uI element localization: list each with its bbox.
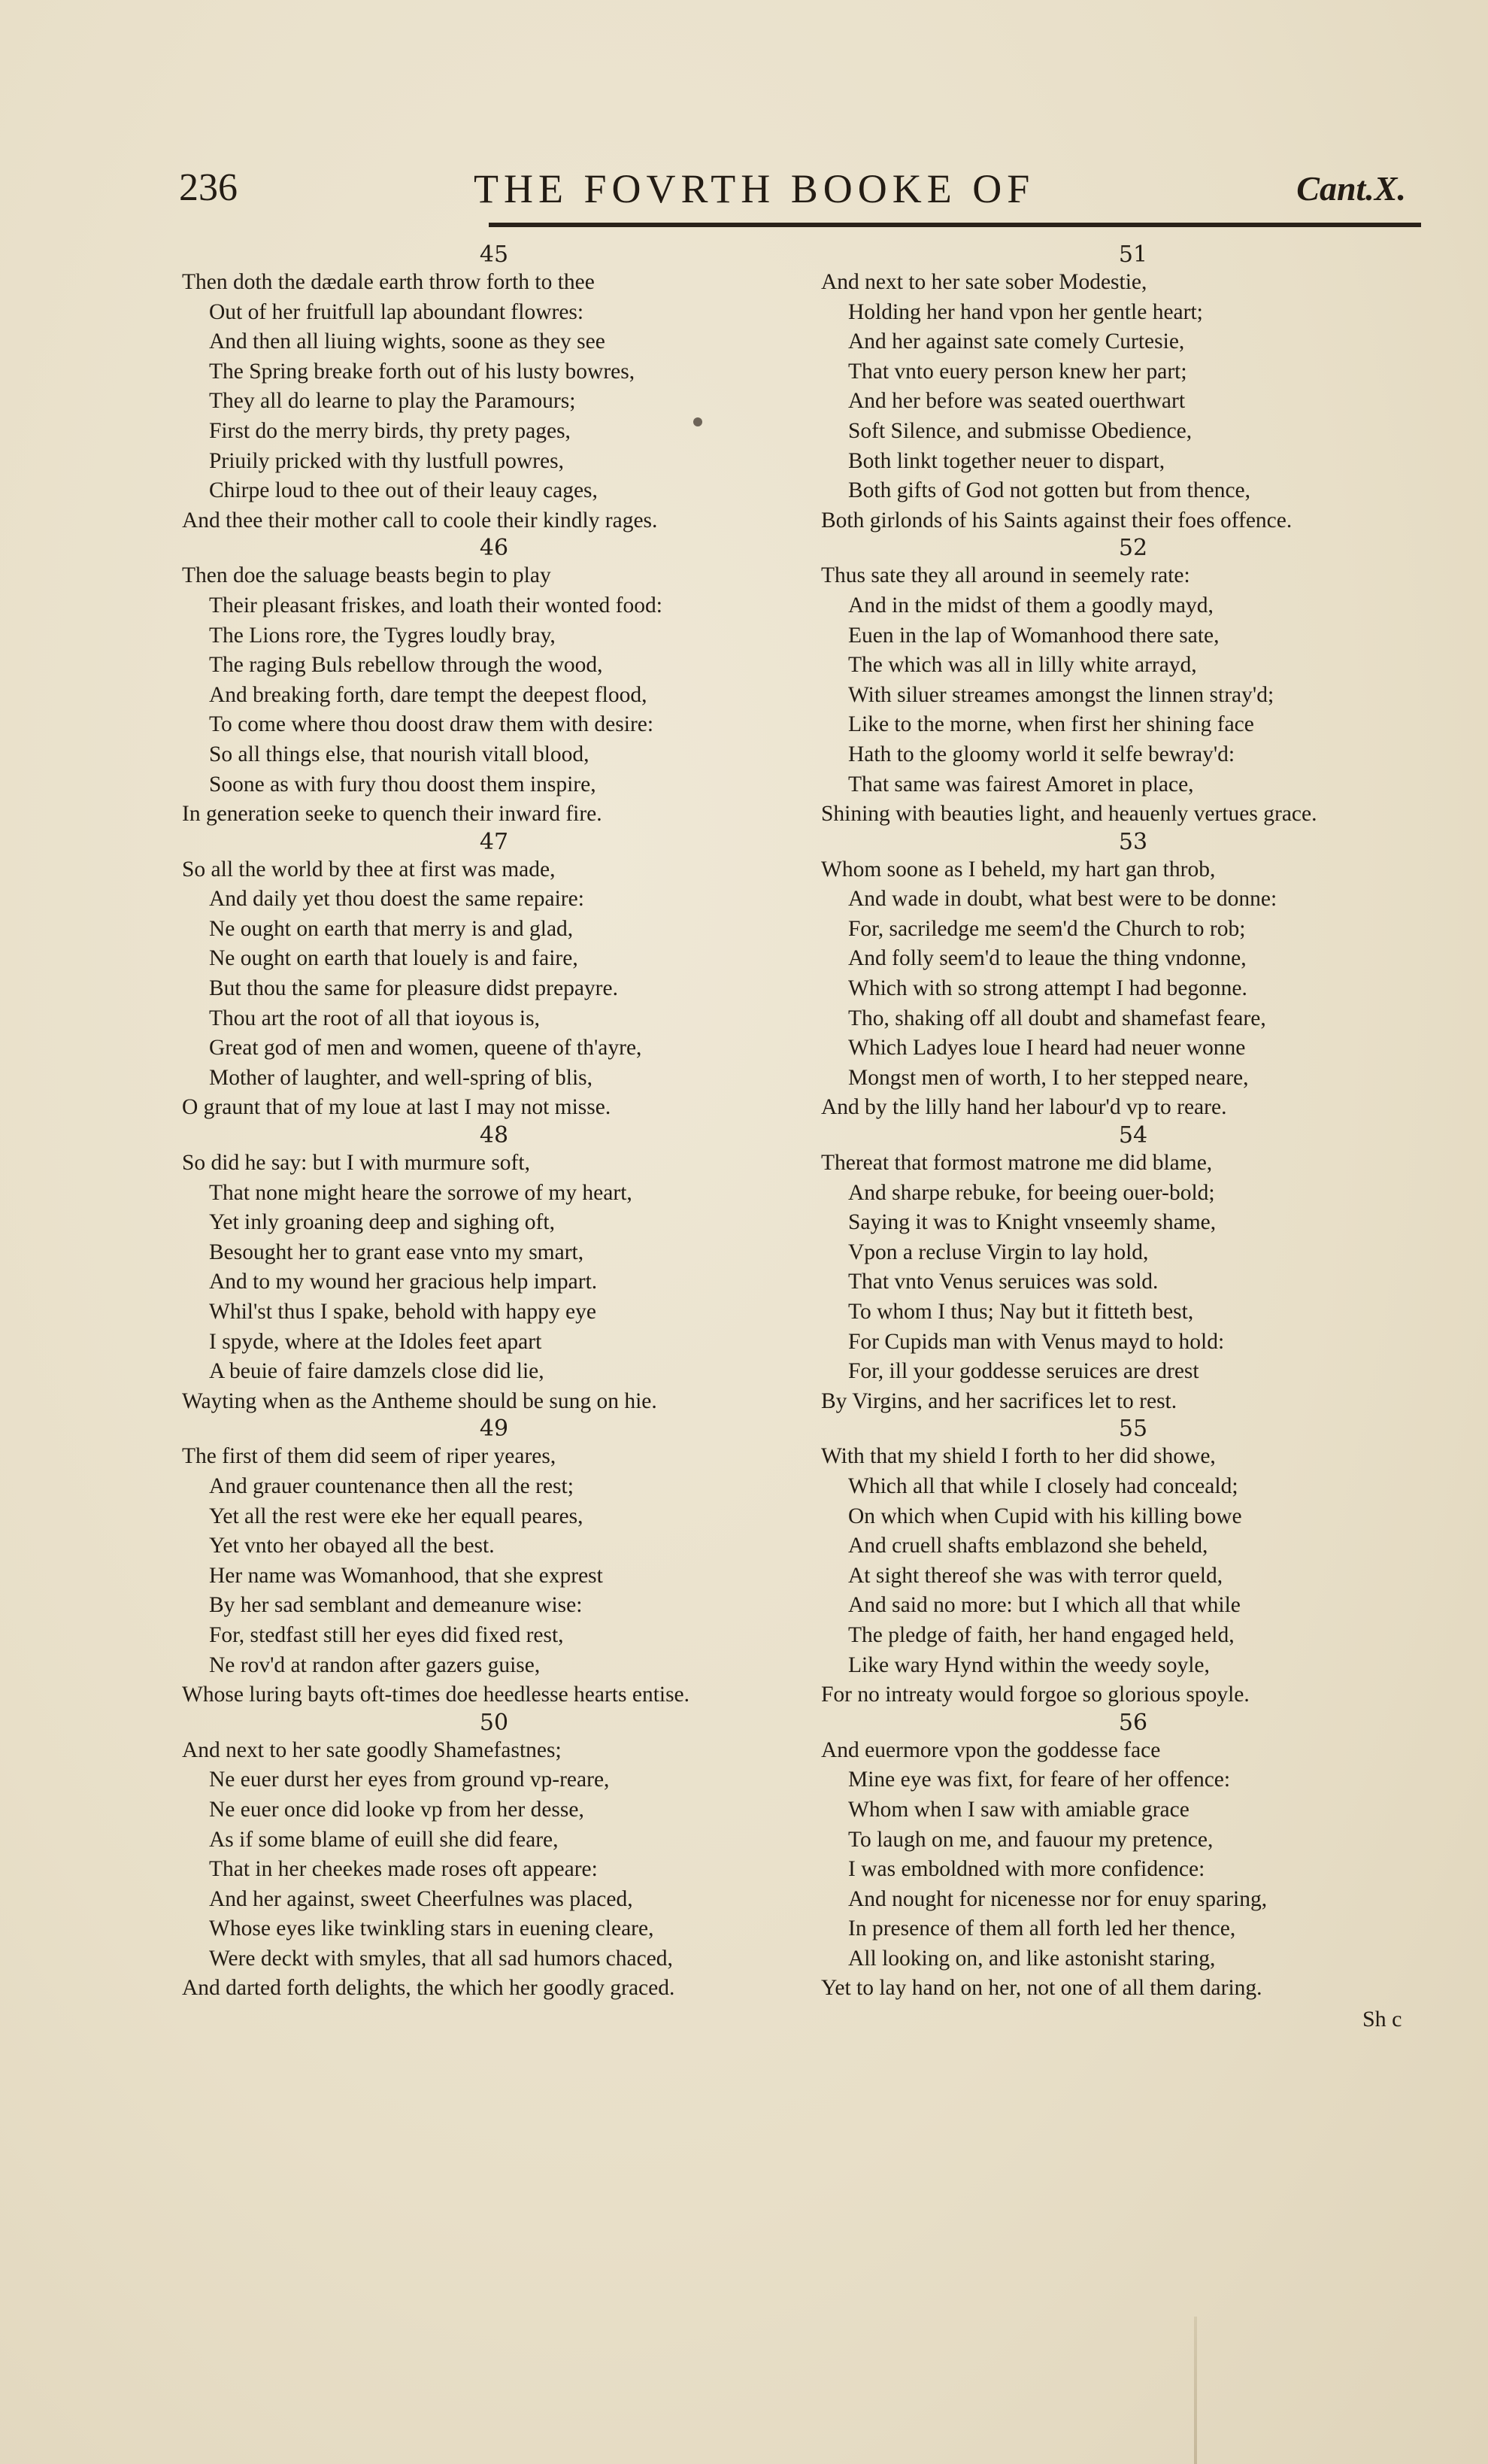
verse-line: Wayting when as the Antheme should be sung on hie. (182, 1388, 657, 1413)
verse-line: And her before was seated ouerthwart (848, 389, 1186, 414)
verse-line: But thou the same for pleasure didst prepayre. (209, 976, 618, 1001)
stanza (182, 242, 776, 536)
stanza-number: 49 (479, 1416, 509, 1443)
verse-line: For Cupids man with Venus mayd to hold: (848, 1329, 1225, 1354)
verse-line: The raging Buls rebellow through the wood, (209, 653, 603, 678)
stanza (182, 1710, 776, 2004)
verse-line: Their pleasant friskes, and loath their wonted food: (209, 593, 662, 618)
verse-line: And her against, sweet Cheerfulnes was placed, (209, 1886, 633, 1911)
stanza-number: 45 (479, 241, 509, 268)
verse-line: Priuily pricked with thy lustfull powres, (209, 448, 564, 473)
verse-line: To whom I thus; Nay but it fitteth best, (848, 1300, 1194, 1324)
verse-line: And in the midst of them a goodly mayd, (848, 593, 1214, 618)
verse-line: And to my wound her gracious help impart. (209, 1270, 598, 1294)
verse-line: For, ill your goddesse seruices are drest (848, 1359, 1199, 1384)
verse-line: Hath to the gloomy world it selfe bewray'd: (848, 742, 1235, 766)
verse-line: Were deckt with smyles, that all sad humors chaced, (209, 1946, 673, 1971)
stanza (821, 1123, 1415, 1416)
verse-line: Ne ought on earth that louely is and faire, (209, 946, 578, 971)
verse-line: Soone as with fury thou doost them inspire, (209, 772, 596, 797)
verse-line: On which when Cupid with his killing bowe (848, 1504, 1242, 1528)
verse-line: The Spring breake forth out of his lusty bowres, (209, 359, 635, 384)
verse-line: Whil'st thus I spake, behold with happy eye (209, 1300, 596, 1324)
verse-line: All looking on, and like astonisht staring, (848, 1946, 1216, 1971)
verse-line: First do the merry birds, thy prety pages, (209, 418, 571, 443)
verse-line: And cruell shafts emblazond she beheld, (848, 1534, 1208, 1558)
verse-line: Out of her fruitfull lap aboundant flowres: (209, 299, 584, 324)
verse-line: To laugh on me, and fauour my pretence, (848, 1827, 1214, 1852)
stanza (182, 830, 776, 1123)
stanza-number: 54 (1118, 1122, 1148, 1149)
verse-line: At sight thereof she was with terror queld, (848, 1563, 1223, 1588)
verse-line: Ne euer durst her eyes from ground vp-reare, (209, 1768, 610, 1792)
verse-line: Ne euer once did looke vp from her desse, (209, 1797, 584, 1822)
verse-line: Vpon a recluse Virgin to lay hold, (848, 1240, 1149, 1264)
verse-line: Soft Silence, and submisse Obedience, (848, 418, 1193, 443)
verse-line: By her sad semblant and demeanure wise: (209, 1593, 583, 1618)
catchword: Sh c (1362, 2007, 1402, 2032)
paper-fold-mark (1194, 2317, 1197, 2464)
verse-line: Whose eyes like twinkling stars in euening cleare, (209, 1916, 654, 1941)
ink-spot (693, 417, 702, 426)
verse-line: That in her cheekes made roses oft appeare: (209, 1857, 598, 1882)
verse-line: So all things else, that nourish vitall blood, (209, 742, 589, 766)
header-rule (489, 223, 1421, 227)
verse-line: Her name was Womanhood, that she exprest (209, 1563, 603, 1588)
stanza-number: 47 (479, 828, 509, 855)
verse-line: With siluer streames amongst the linnen stray'd; (848, 682, 1274, 707)
verse-line: To come where thou doost draw them with desire: (209, 712, 654, 737)
verse-line: O graunt that of my loue at last I may not misse. (182, 1095, 611, 1120)
verse-line: Mongst men of worth, I to her stepped neare, (848, 1065, 1249, 1090)
verse-line: Both gifts of God not gotten but from thence, (848, 478, 1251, 503)
verse-line: That none might heare the sorrowe of my heart, (209, 1180, 632, 1205)
verse-line: The first of them did seem of riper yeares, (182, 1444, 556, 1469)
verse-line: The which was all in lilly white arrayd, (848, 653, 1197, 678)
stanza (821, 536, 1415, 829)
stanza-number: 46 (479, 535, 509, 562)
verse-line: In presence of them all forth led her thence, (848, 1916, 1236, 1941)
stanza (182, 1416, 776, 1710)
stanza-number: 52 (1118, 535, 1148, 562)
stanza-number: 53 (1118, 828, 1148, 855)
verse-line: For, sacriledge me seem'd the Church to rob; (848, 916, 1246, 941)
verse-line: Which with so strong attempt I had begonne. (848, 976, 1247, 1001)
verse-line: Holding her hand vpon her gentle heart; (848, 299, 1203, 324)
verse-line: The Lions rore, the Tygres loudly bray, (209, 623, 556, 648)
verse-line: Whom soone as I beheld, my hart gan throb, (821, 857, 1216, 882)
verse-line: And thee their mother call to coole their kindly rages. (182, 508, 658, 533)
verse-line: And next to her sate goodly Shamefastnes; (182, 1737, 562, 1762)
verse-line: Yet vnto her obayed all the best. (209, 1534, 495, 1558)
verse-line: For no intreaty would forgoe so glorious spoyle. (821, 1683, 1250, 1707)
stanza (821, 1416, 1415, 1710)
verse-line: Which Ladyes loue I heard had neuer wonne (848, 1036, 1246, 1061)
canto-label: Cant.X. (1296, 169, 1406, 208)
verse-line: Thus sate they all around in seemely rate: (821, 563, 1190, 588)
verse-line: Thereat that formost matrone me did blame, (821, 1151, 1213, 1176)
verse-line: And wade in doubt, what best were to be donne: (848, 887, 1277, 912)
verse-line: I spyde, where at the Idoles feet apart (209, 1329, 542, 1354)
verse-line: The pledge of faith, her hand engaged held, (848, 1622, 1235, 1647)
verse-line: They all do learne to play the Paramours; (209, 389, 576, 414)
verse-line: Then doth the dædale earth throw forth to thee (182, 270, 595, 294)
verse-line: Ne ought on earth that merry is and glad, (209, 916, 574, 941)
verse-line: Like to the morne, when first her shining face (848, 712, 1254, 737)
verse-line: Yet all the rest were eke her equall peares, (209, 1504, 583, 1528)
verse-line: Mine eye was fixt, for feare of her offence: (848, 1768, 1231, 1792)
stanza-number: 50 (479, 1709, 509, 1736)
verse-line: Both girlonds of his Saints against their foes offence. (821, 508, 1293, 533)
verse-line: And breaking forth, dare tempt the deepest flood, (209, 682, 647, 707)
verse-line: Saying it was to Knight vnseemly shame, (848, 1210, 1217, 1235)
page-number: 236 (179, 166, 238, 209)
verse-line: And next to her sate sober Modestie, (821, 270, 1147, 294)
left-column (182, 242, 776, 2004)
verse-line: And darted forth delights, the which her goodly graced. (182, 1976, 675, 2001)
verse-line: Yet inly groaning deep and sighing oft, (209, 1210, 555, 1235)
verse-line: Chirpe loud to thee out of their leauy cages, (209, 478, 598, 503)
verse-line: And folly seem'd to leaue the thing vndonne, (848, 946, 1247, 971)
stanza-number: 56 (1118, 1709, 1148, 1736)
verse-line: And sharpe rebuke, for beeing ouer-bold; (848, 1180, 1215, 1205)
stanza (821, 242, 1415, 536)
verse-line: Ne rov'd at randon after gazers guise, (209, 1652, 541, 1677)
verse-line: Tho, shaking off all doubt and shamefast feare, (848, 1006, 1266, 1030)
verse-line: And said no more: but I which all that while (848, 1593, 1241, 1618)
stanza-number: 48 (479, 1122, 509, 1149)
verse-line: Which all that while I closely had conceald; (848, 1473, 1238, 1498)
verse-line: Shining with beauties light, and heauenly vertues grace. (821, 802, 1317, 827)
verse-line: And euermore vpon the goddesse face (821, 1737, 1161, 1762)
verse-line: With that my shield I forth to her did showe, (821, 1444, 1216, 1469)
stanza-number: 51 (1118, 241, 1148, 268)
stanza-number: 55 (1118, 1416, 1148, 1443)
verse-line: Besought her to grant ease vnto my smart, (209, 1240, 584, 1264)
verse-line: So did he say: but I with murmure soft, (182, 1151, 530, 1176)
stanza (182, 1123, 776, 1416)
verse-line: By Virgins, and her sacrifices let to rest. (821, 1388, 1177, 1413)
verse-line: Then doe the saluage beasts begin to play (182, 563, 551, 588)
verse-line: Euen in the lap of Womanhood there sate, (848, 623, 1220, 648)
verse-line: Yet to lay hand on her, not one of all them daring. (821, 1976, 1262, 2001)
stanza (821, 830, 1415, 1123)
verse-line: As if some blame of euill she did feare, (209, 1827, 559, 1852)
verse-line: That vnto Venus seruices was sold. (848, 1270, 1159, 1294)
verse-line: A beuie of faire damzels close did lie, (209, 1359, 544, 1384)
verse-line: And her against sate comely Curtesie, (848, 329, 1185, 354)
verse-line: Like wary Hynd within the weedy soyle, (848, 1652, 1210, 1677)
right-column (821, 242, 1415, 2004)
verse-line: And daily yet thou doest the same repaire: (209, 887, 584, 912)
verse-line: Both linkt together neuer to dispart, (848, 448, 1165, 473)
stanza (821, 1710, 1415, 2004)
stanza (182, 536, 776, 829)
verse-line: For, stedfast still her eyes did fixed rest, (209, 1622, 564, 1647)
verse-line: And grauer countenance then all the rest; (209, 1473, 574, 1498)
verse-line: Whom when I saw with amiable grace (848, 1797, 1189, 1822)
verse-line: Mother of laughter, and well-spring of blis, (209, 1065, 593, 1090)
verse-line: And by the lilly hand her labour'd vp to reare. (821, 1095, 1227, 1120)
verse-line: And nought for nicenesse nor for enuy sparing, (848, 1886, 1268, 1911)
verse-line: In generation seeke to quench their inward fire. (182, 802, 602, 827)
verse-line: So all the world by thee at first was made, (182, 857, 556, 882)
page-header (173, 150, 1421, 218)
verse-line: That same was fairest Amoret in place, (848, 772, 1194, 797)
verse-line: And then all liuing wights, soone as they see (209, 329, 605, 354)
running-title: THE FOVRTH BOOKE OF (474, 166, 1035, 211)
verse-line: I was emboldned with more confidence: (848, 1857, 1205, 1882)
verse-line: Whose luring bayts oft-times doe heedlesse hearts entise. (182, 1683, 690, 1707)
verse-line: That vnto euery person knew her part; (848, 359, 1187, 384)
verse-line: Great god of men and women, queene of th'ayre, (209, 1036, 642, 1061)
verse-line: Thou art the root of all that ioyous is, (209, 1006, 540, 1030)
